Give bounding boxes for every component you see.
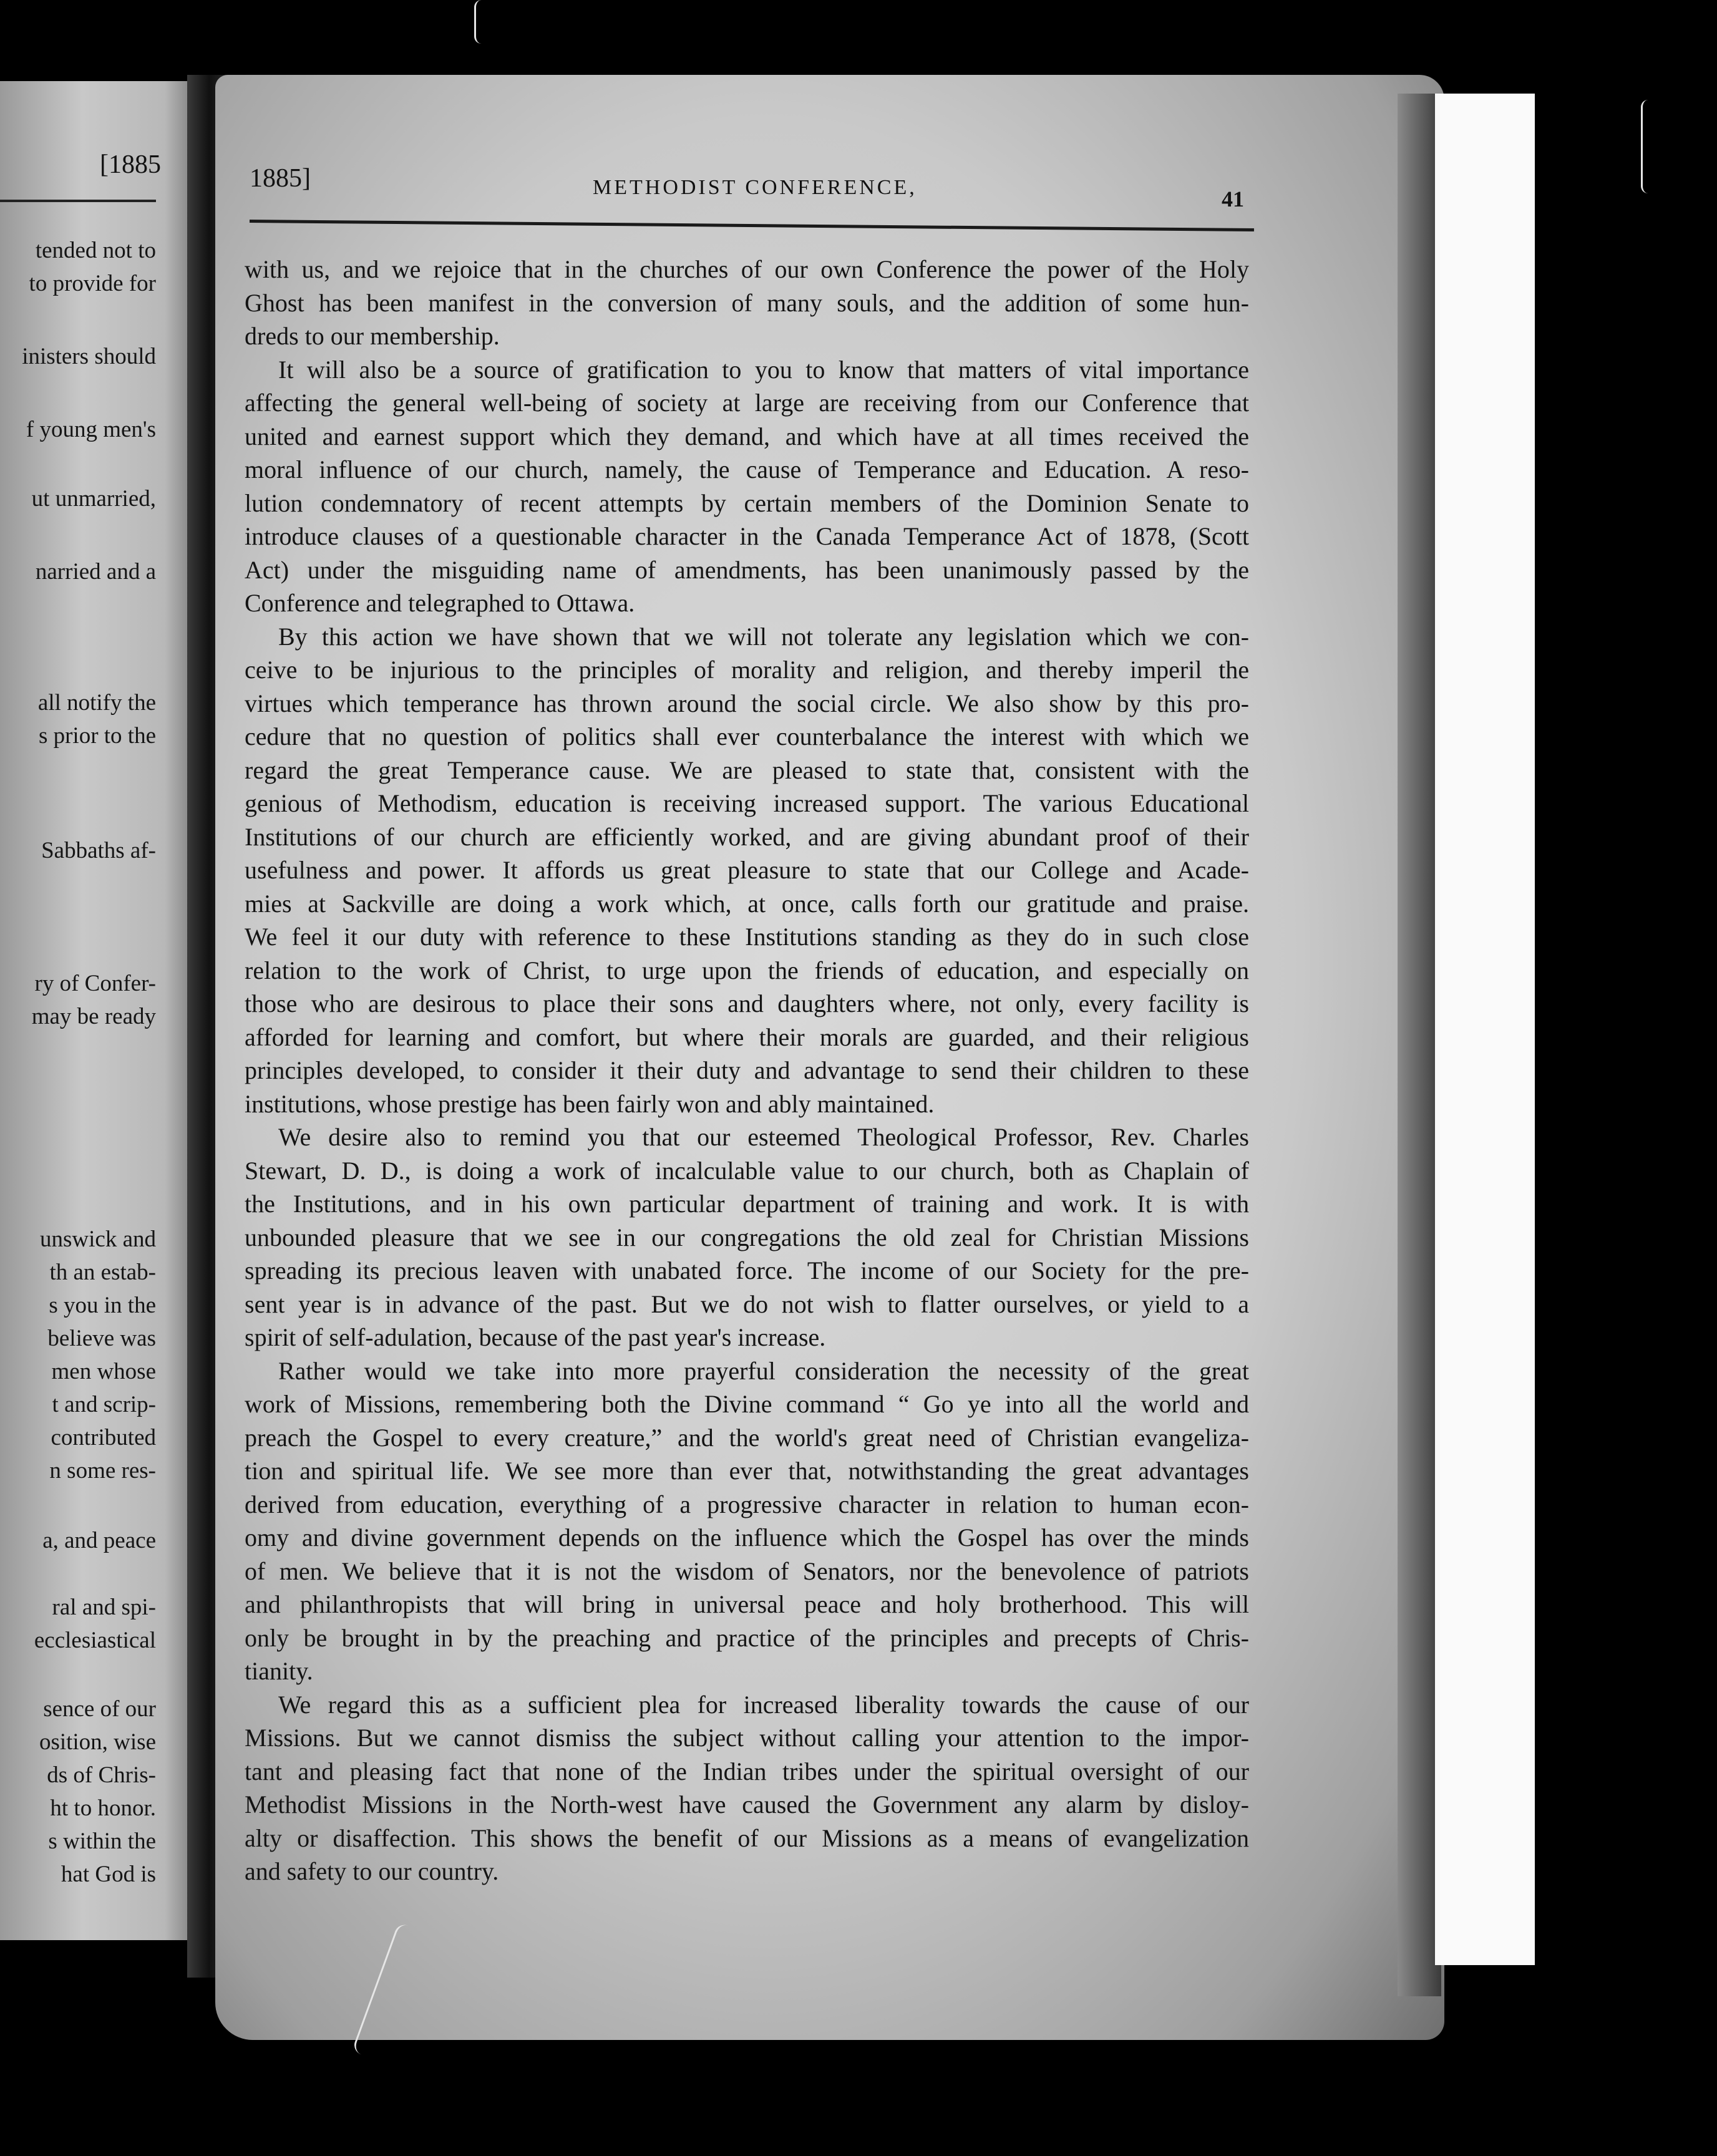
left-page-line: ut unmarried, [31,486,156,512]
left-page-line: hat God is [61,1862,156,1887]
left-page-line: sence of our [43,1696,156,1722]
text-line: usefulness and power. It affords us great pleasure to state that our College and Acade- [245,856,1249,884]
text-line: We desire also to remind you that our esteemed Theological Professor, Rev. Charles [278,1123,1249,1151]
left-page-line: s you in the [49,1293,156,1318]
text-line: genious of Methodism, education is receiving increased support. The various Educational [245,789,1249,817]
text-line: cedure that no question of politics shall ever counterbalance the interest with which we [245,722,1249,750]
text-line: dreds to our membership. [245,322,500,350]
text-line: principles developed, to consider it their duty and advantage to send their children to these [245,1056,1249,1084]
text-line: Act) under the misguiding name of amendments, has been unanimously passed by the [245,555,1249,584]
running-header-year: 1885] [250,164,311,193]
text-line: Methodist Missions in the North-west have caused the Government any alarm by disloy- [245,1790,1249,1819]
text-line: and philanthropists that will bring in universal peace and holy brotherhood. This will [245,1590,1249,1618]
left-facing-page [0,81,206,1940]
text-line: and safety to our country. [245,1857,499,1885]
text-line: Institutions of our church are efficiently worked, and are giving abundant proof of their [245,822,1249,851]
left-page-header: [1885 [100,150,161,179]
text-line: moral influence of our church, namely, the cause of Temperance and Education. A reso- [245,455,1249,483]
text-line: regard the great Temperance cause. We are pleased to state that, consistent with the [245,755,1249,784]
text-line: Stewart, D. D., is doing a work of incalculable value to our church, both as Chaplain of [245,1156,1249,1185]
left-page-line: all notify the [37,690,156,716]
text-line: introduce clauses of a questionable character in the Canada Temperance Act of 1878, (Scott [245,522,1249,550]
text-line: preach the Gospel to every creature,” and the world's great need of Christian evangeliza- [245,1423,1249,1452]
text-line: spirit of self-adulation, because of the past year's increase. [245,1323,826,1351]
text-line: of men. We believe that it is not the wisdom of Senators, nor the benevolence of patriots [245,1556,1249,1585]
text-line: united and earnest support which they demand, and which have at all times received the [245,422,1249,450]
text-line: only be brought in by the preaching and practice of the principles and precepts of Chris- [245,1623,1249,1652]
text-line: spreading its precious leaven with unabated force. The income of our Society for the pre- [245,1256,1249,1284]
left-page-line: narried and a [35,559,156,585]
text-line: with us, and we rejoice that in the churches of our own Conference the power of the Holy [245,255,1249,283]
page-number: 41 [1222,187,1244,211]
text-line: unbounded pleasure that we see in our congregations the old zeal for Christian Missions [245,1223,1249,1251]
text-line: Rather would we take into more prayerful consideration the necessity of the great [278,1356,1249,1385]
text-line: omy and divine government depends on the influence which the Gospel has over the minds [245,1523,1249,1551]
left-page-line: believe was [47,1326,156,1351]
stray-thread-mark [1641,100,1655,193]
text-line: tion and spiritual life. We see more than ever that, notwithstanding the great advantages [245,1457,1249,1485]
left-page-line: to provide for [29,271,156,296]
left-page-line: th an estab- [49,1260,156,1285]
left-page-line: men whose [51,1359,156,1384]
stray-thread-mark [474,0,489,44]
left-page-line: s within the [48,1828,156,1854]
text-line: tianity. [245,1657,313,1685]
left-page-line: may be ready [31,1004,156,1029]
text-line: Conference and telegraphed to Ottawa. [245,589,635,617]
running-header-title: METHODIST CONFERENCE, [593,176,917,199]
text-line: tant and pleasing fact that none of the Indian tribes under the spiritual oversight of our [245,1757,1249,1785]
text-line: those who are desirous to place their sons and daughters where, not only, every facility is [245,989,1249,1017]
text-line: virtues which temperance has thrown around the social circle. We also show by this pro- [245,689,1249,717]
left-page-line: f young men's [26,417,156,442]
text-line: It will also be a source of gratification to you to know that matters of vital importance [278,355,1249,384]
text-line: Missions. But we cannot dismiss the subject without calling your attention to the impor- [245,1724,1249,1752]
text-line: afforded for learning and comfort, but where their morals are guarded, and their religious [245,1022,1249,1051]
text-line: Ghost has been manifest in the conversion of many souls, and the addition of some hun- [245,288,1249,317]
left-page-line: Sabbaths af- [41,838,156,863]
left-page-line: ht to honor. [50,1795,156,1821]
text-line: sent year is in advance of the past. But we do not wish to flatter ourselves, or yield to a [245,1289,1249,1318]
left-page-line: ral and spi- [52,1595,156,1620]
left-page-line: s prior to the [38,723,156,749]
text-line: relation to the work of Christ, to urge upon the friends of education, and especially on [245,956,1249,984]
left-page-line: ecclesiastical [34,1628,156,1653]
text-line: the Institutions, and in his own particular department of training and work. It is with [245,1190,1249,1218]
text-line: derived from education, everything of a progressive character in relation to human econ- [245,1490,1249,1518]
left-page-rule [0,200,156,202]
text-line: work of Missions, remembering both the Divine command “ Go ye into all the world and [245,1390,1249,1418]
left-page-line: a, and peace [42,1528,156,1553]
left-page-line: ry of Confer- [34,971,156,996]
left-page-line: unswick and [40,1226,156,1252]
text-line: institutions, whose prestige has been fairly won and ably maintained. [245,1089,935,1118]
text-line: We regard this as a sufficient plea for increased liberality towards the cause of our [278,1690,1249,1719]
text-line: mies at Sackville are doing a work which, at once, calls forth our gratitude and praise. [245,889,1249,918]
text-line: ceive to be injurious to the principles of morality and religion, and thereby imperil the [245,656,1249,684]
text-line: lution condemnatory of recent attempts by certain members of the Dominion Senate to [245,488,1249,517]
left-page-line: n some res- [49,1458,156,1483]
left-page-line: inisters should [22,344,156,369]
text-line: We feel it our duty with reference to these Institutions standing as they do in such close [245,923,1249,951]
text-line: alty or disaffection. This shows the benefit of our Missions as a means of evangelization [245,1823,1249,1852]
left-page-line: tended not to [35,238,156,263]
body-text [245,253,1249,1888]
left-page-line: ds of Chris- [47,1762,156,1788]
left-page-line: contributed [51,1425,156,1450]
left-page-line: t and scrip- [52,1392,156,1417]
backing-paper-strip [1435,94,1535,1965]
text-line: By this action we have shown that we will not tolerate any legislation which we con- [278,622,1249,651]
text-line: affecting the general well-being of society at large are receiving from our Conference that [245,389,1249,417]
left-page-line: osition, wise [39,1729,156,1755]
